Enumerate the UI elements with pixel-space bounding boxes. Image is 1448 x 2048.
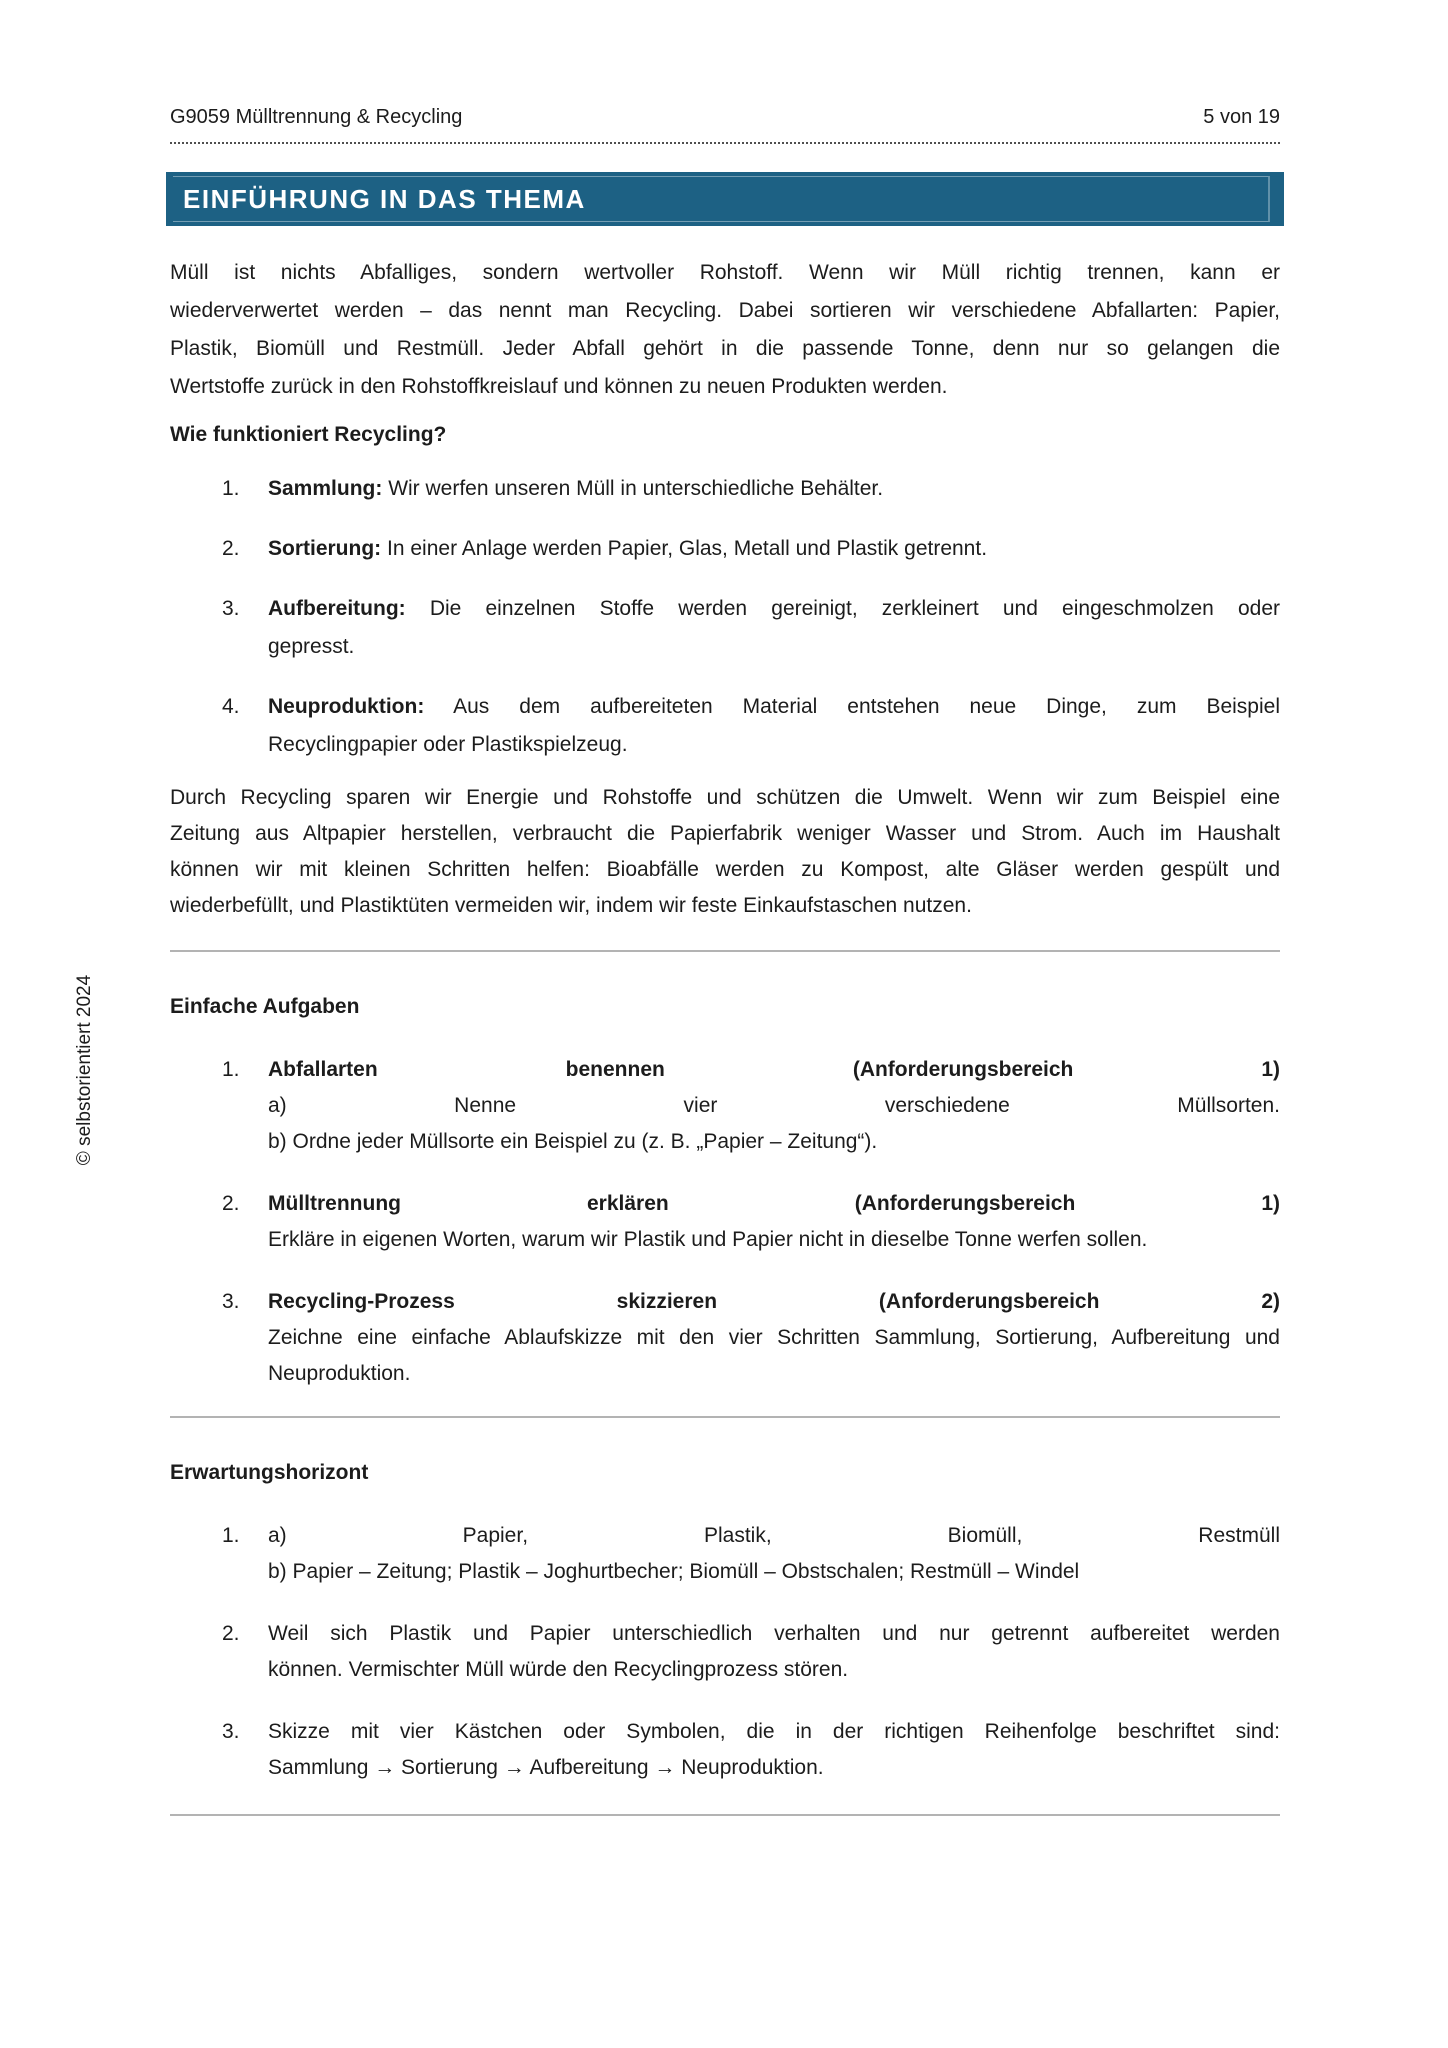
list-item bbox=[170, 530, 1280, 568]
benefits-paragraph bbox=[170, 780, 1280, 924]
list-item bbox=[170, 590, 1280, 666]
list-item-label: Aufbereitung: bbox=[268, 597, 406, 620]
answer-body bbox=[268, 1518, 1280, 1590]
answer-list bbox=[170, 1518, 1280, 1786]
answer-number: 2. bbox=[222, 1622, 240, 1645]
page-running-header bbox=[170, 106, 1280, 144]
benefits-line: Durch Recycling sparen wir Energie und Rohstoffe und schützen die Umwelt. Wenn wir zum Beispiel eine bbox=[170, 786, 1280, 809]
task-number: 1. bbox=[222, 1058, 240, 1081]
task-title: Abfallarten benennen (Anforderungsbereich 1) bbox=[268, 1058, 1280, 1081]
task-body bbox=[268, 1052, 1280, 1160]
intro-line: wiederverwertet werden – das nennt man Recycling. Dabei sortieren wir verschiedene Abfallarten: Papier, bbox=[170, 299, 1280, 322]
intro-line: Wertstoffe zurück in den Rohstoffkreislauf und können zu neuen Produkten werden. bbox=[170, 375, 948, 398]
section-banner bbox=[166, 172, 1284, 226]
list-item-body bbox=[268, 590, 1280, 666]
list-item-body bbox=[268, 470, 1280, 508]
list-item bbox=[170, 688, 1280, 764]
section-divider bbox=[170, 950, 1280, 952]
task-body bbox=[268, 1284, 1280, 1392]
section-divider bbox=[170, 1416, 1280, 1418]
answer-number: 3. bbox=[222, 1720, 240, 1743]
list-item-label: Neuproduktion: bbox=[268, 695, 425, 718]
answer-number: 1. bbox=[222, 1524, 240, 1547]
task-body bbox=[268, 1186, 1280, 1258]
list-item-label: Sortierung: bbox=[268, 537, 382, 560]
list-item-number: 3. bbox=[222, 597, 240, 620]
answer-line: a) Papier, Plastik, Biomüll, Restmüll bbox=[268, 1524, 1280, 1547]
task-list bbox=[170, 1052, 1280, 1392]
list-item-line bbox=[268, 688, 1280, 726]
list-item-number: 1. bbox=[222, 477, 240, 500]
task-line-b: b) Ordne jeder Müllsorte ein Beispiel zu (z. B. „Papier – Zeitung“). bbox=[268, 1130, 878, 1153]
subheading-answers: Erwartungshorizont bbox=[170, 1461, 369, 1484]
list-item-body bbox=[268, 530, 1280, 568]
answer-item bbox=[170, 1714, 1280, 1786]
task-item bbox=[170, 1284, 1280, 1392]
page-content bbox=[170, 226, 1280, 1816]
answer-line: Weil sich Plastik und Papier unterschiedlich verhalten und nur getrennt aufbereitet werden bbox=[268, 1622, 1280, 1645]
list-item-label: Sammlung: bbox=[268, 477, 383, 500]
list-item-line bbox=[268, 530, 1280, 568]
page-number: 5 von 19 bbox=[1203, 106, 1280, 128]
answer-line: Skizze mit vier Kästchen oder Symbolen, die in der richtigen Reihenfolge beschriftet sind: bbox=[268, 1720, 1280, 1743]
answer-item bbox=[170, 1616, 1280, 1688]
list-item-text: Aus dem aufbereiteten Material entstehen neue Dinge, zum Beispiel bbox=[453, 695, 1280, 718]
list-item bbox=[170, 470, 1280, 508]
answer-line: b) Papier – Zeitung; Plastik – Joghurtbecher; Biomüll – Obstschalen; Restmüll – Windel bbox=[268, 1560, 1080, 1583]
copyright-vertical-text: © selbstorientiert 2024 bbox=[74, 974, 95, 1166]
benefits-line: Zeitung aus Altpapier herstellen, verbraucht die Papierfabrik weniger Wasser und Strom. Auch im Haushalt bbox=[170, 822, 1280, 845]
list-item-text: In einer Anlage werden Papier, Glas, Metall und Plastik getrennt. bbox=[387, 537, 988, 560]
list-item-text: Wir werfen unseren Müll in unterschiedliche Behälter. bbox=[388, 477, 884, 500]
answer-body bbox=[268, 1616, 1280, 1688]
list-item-line bbox=[268, 470, 1280, 508]
list-item-number: 2. bbox=[222, 537, 240, 560]
task-number: 3. bbox=[222, 1290, 240, 1313]
task-item bbox=[170, 1186, 1280, 1258]
list-item-number: 4. bbox=[222, 695, 240, 718]
task-number: 2. bbox=[222, 1192, 240, 1215]
answer-item bbox=[170, 1518, 1280, 1590]
answer-line: Sammlung → Sortierung → Aufbereitung → Neuproduktion. bbox=[268, 1756, 824, 1779]
intro-line: Plastik, Biomüll und Restmüll. Jeder Abfall gehört in die passende Tonne, denn nur so gelangen die bbox=[170, 337, 1280, 360]
subheading-recycling: Wie funktioniert Recycling? bbox=[170, 423, 447, 446]
doc-code: G9059 Mülltrennung & Recycling bbox=[170, 106, 463, 128]
list-item-line: gepresst. bbox=[268, 635, 355, 658]
subheading-tasks: Einfache Aufgaben bbox=[170, 995, 360, 1018]
intro-line: Müll ist nichts Abfalliges, sondern wertvoller Rohstoff. Wenn wir Müll richtig trennen, kann er bbox=[170, 261, 1280, 284]
list-item-body bbox=[268, 688, 1280, 764]
intro-paragraph bbox=[170, 254, 1280, 406]
benefits-line: wiederbefüllt, und Plastiktüten vermeiden wir, indem wir feste Einkaufstaschen nutzen. bbox=[170, 894, 972, 917]
task-item bbox=[170, 1052, 1280, 1160]
task-line-a: Erkläre in eigenen Worten, warum wir Plastik und Papier nicht in dieselbe Tonne werfen sollen. bbox=[268, 1228, 1148, 1251]
recycling-list bbox=[170, 470, 1280, 764]
task-line-a: a) Nenne vier verschiedene Müllsorten. bbox=[268, 1094, 1280, 1117]
answer-line: können. Vermischter Müll würde den Recyclingprozess stören. bbox=[268, 1658, 849, 1681]
answer-body bbox=[268, 1714, 1280, 1786]
list-item-line bbox=[268, 590, 1280, 628]
task-title: Mülltrennung erklären (Anforderungsbereich 1) bbox=[268, 1192, 1280, 1215]
task-line-a: Zeichne eine einfache Ablaufskizze mit den vier Schritten Sammlung, Sortierung, Aufbereitung und bbox=[268, 1326, 1280, 1349]
section-divider bbox=[170, 1814, 1280, 1816]
list-item-line: Recyclingpapier oder Plastikspielzeug. bbox=[268, 733, 628, 756]
task-title: Recycling-Prozess skizzieren (Anforderungsbereich 2) bbox=[268, 1290, 1280, 1313]
benefits-line: können wir mit kleinen Schritten helfen: Bioabfälle werden zu Kompost, alte Gläser werden gespült und bbox=[170, 858, 1280, 881]
list-item-text: Die einzelnen Stoffe werden gereinigt, zerkleinert und eingeschmolzen oder bbox=[429, 597, 1280, 620]
task-line-b: Neuproduktion. bbox=[268, 1362, 411, 1385]
banner-title: EINFÜHRUNG IN DAS THEMA bbox=[183, 184, 586, 214]
